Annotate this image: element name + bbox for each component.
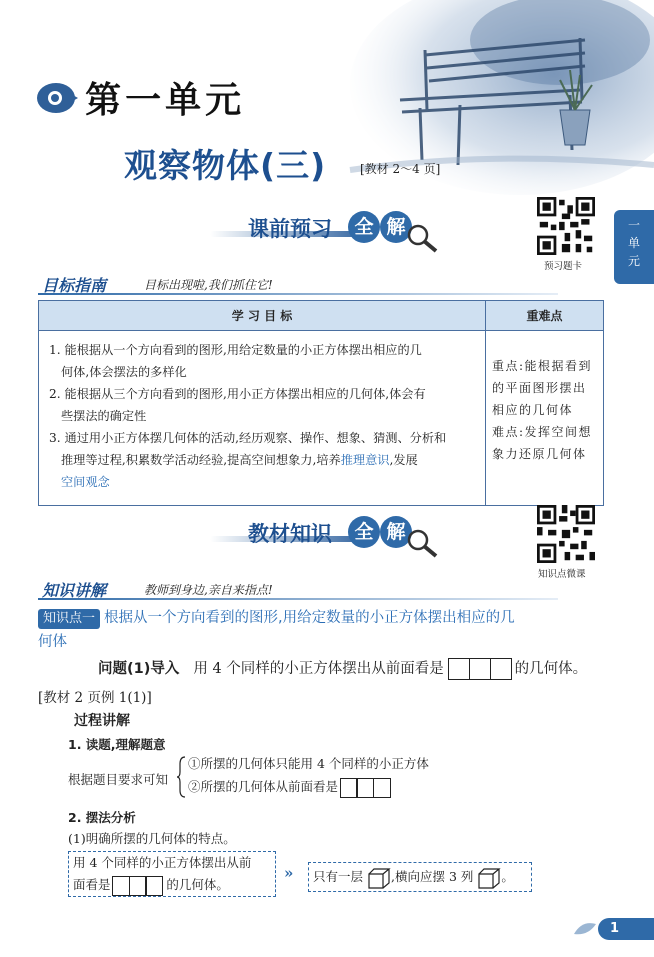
goals-heading-row [38,273,610,299]
process-heading: 过程讲解 [74,713,130,729]
three-square-figure [114,875,164,897]
known-item: ①所摆的几何体只能用 4 个同样的小正方体 [188,756,429,771]
knowledge-point-1 [38,606,618,654]
magnifier-icon [406,223,440,253]
page-number-badge [572,918,654,940]
step1-heading: 1. 读题,理解题意 [68,737,166,752]
preview-qr-code[interactable] [537,197,595,255]
substep1: (1)明确所摆的几何体的特点。 [68,831,236,846]
explain-heading: 知识讲解 [42,581,107,600]
result-text: 只有一层 [313,869,364,884]
known-item [188,777,394,798]
square-cell [112,876,130,896]
square-cell [373,778,391,798]
explain-heading-row [38,578,610,604]
goals-heading: 目标指南 [42,276,107,295]
knowledge-point-title: 根据从一个方向看到的图形,用给定数量的小正方体摆出相应的几 [104,610,515,626]
goal-text: ,发展 [389,453,418,467]
analysis-box-line: 用 4 个同样的小正方体摆出从前 [73,855,252,870]
side-tab-char: 元 [627,254,640,268]
goal-keyword: 空间观念 [61,475,110,489]
analysis-result-box [308,862,532,892]
arrow-icon: » [284,864,294,882]
goals-tagline: 目标出现啦,我们抓住它! [144,278,273,292]
page-number: 1 [598,918,654,940]
preview-section-title: 课前预习 [248,217,332,241]
side-tab-char: 单 [627,236,640,250]
goals-table [38,300,604,506]
analysis-box-text: 面看是 [73,877,111,892]
key-point-line: 的平面图形摆出 [492,381,587,395]
square-cell [356,778,374,798]
micro-lesson-qr-label: 知识点微课 [538,569,586,580]
badge-jie: 解 [380,211,412,243]
square-cell [129,876,147,896]
square-cell [340,778,358,798]
step2-heading: 2. 摆法分析 [68,810,136,825]
square-cell [448,658,470,680]
goal-line: 何体,体会摆法的多样化 [61,365,187,379]
side-tab-char: 一 [627,218,640,232]
explain-tagline: 教师到身边,亲自来指点! [144,583,273,597]
key-point-line: 象力还原几何体 [492,447,587,461]
badge-quan: 全 [348,211,380,243]
brace-icon [176,756,186,798]
knowledge-section-title: 教材知识 [248,522,332,546]
result-text: ,横向应摆 3 列 [391,869,474,884]
analysis-box-line [73,874,271,897]
square-cell [469,658,491,680]
problem-ref: [教材 2 页例 1(1)] [38,690,152,706]
goal-keyword: 推理意识 [340,453,390,467]
preview-section-banner [210,207,450,253]
knowledge-section-banner [210,512,450,558]
goal-line: 3. 通过用小正方体摆几何体的活动,经历观察、操作、想象、猜测、分析和 [49,431,447,445]
unit-title: 第一单元 [85,79,246,121]
goals-heading-underline [38,293,558,295]
explain-heading-underline [38,598,558,600]
goal-line [49,449,477,471]
goal-line: 些摆法的确定性 [61,409,147,423]
analysis-box [68,851,276,897]
goal-line: 1. 能根据从一个方向看到的图形,用给定数量的小正方体摆出相应的几 [49,343,422,357]
preview-qr-label: 预习题卡 [544,261,583,272]
known-conditions [68,754,488,800]
square-cell [490,658,512,680]
key-point-line: 重点:能根据看到 [492,359,593,373]
unit-title-block [36,72,245,123]
analysis-box-text: 的几何体。 [166,877,229,892]
magnifier-icon [406,528,440,558]
problem-intro [98,657,587,680]
problem-text-end: 的几何体。 [514,661,588,677]
goal-text: 推理等过程,积累数学活动经验,提高空间想象力,培养 [61,453,341,467]
micro-lesson-qr-code[interactable] [537,505,595,563]
result-text: 。 [501,869,514,884]
goals-list-cell [39,331,486,506]
lesson-title: 观察物体(三) [124,146,327,185]
knowledge-point-title-cont: 何体 [38,634,67,650]
three-square-figure [450,658,512,680]
problem-label: 问题(1)导入 [98,661,180,677]
single-cube-icon [367,867,391,889]
key-point-line: 难点:发挥空间想 [492,425,593,439]
problem-text: 用 4 个同样的小正方体摆出从前面看是 [193,661,444,677]
key-points-cell [486,331,604,506]
side-unit-tab [614,210,654,284]
knowledge-point-tag: 知识点一 [38,609,100,629]
key-col-header: 重难点 [486,301,604,331]
single-cube-icon [477,867,501,889]
badge-quan: 全 [348,516,380,548]
three-square-figure [341,778,391,798]
goal-line: 2. 能根据从三个方向看到的图形,用小正方体摆出相应的几何体,体会有 [49,387,426,401]
known-item-text: ②所摆的几何体从前面看是 [188,779,339,794]
bullet-icon [36,80,80,116]
textbook-ref: [教材 2～4 页] [360,162,441,176]
goals-col-header: 学 习 目 标 [39,301,486,331]
leaf-icon [572,920,598,938]
known-label: 根据题目要求可知 [68,772,169,787]
key-point-line: 相应的几何体 [492,403,574,417]
badge-jie: 解 [380,516,412,548]
square-cell [145,876,163,896]
